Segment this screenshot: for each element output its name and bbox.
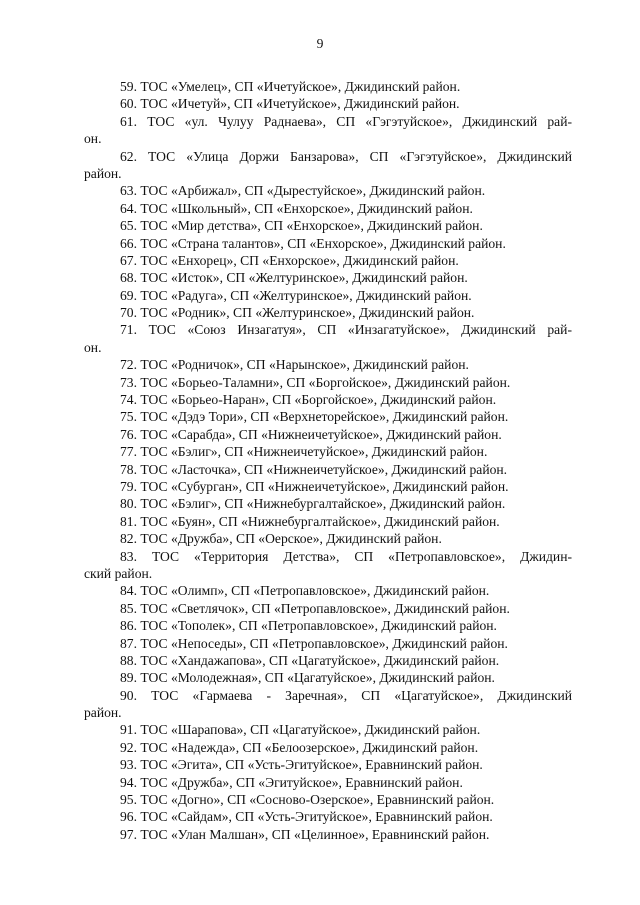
list-item-continuation: он. xyxy=(84,339,102,355)
list-item: 80. ТОС «Бэлиг», СП «Нижнебургалтайское», Джидинский район. xyxy=(120,496,506,512)
list-item: 90. ТОС «Гармаева - Заречная», СП «Цагатуйское», Джидинский xyxy=(120,687,572,703)
list-item-continuation: район. xyxy=(84,165,122,181)
list-item: 64. ТОС «Школьный», СП «Енхорское», Джидинский район. xyxy=(120,200,473,216)
list-item: 66. ТОС «Страна талантов», СП «Енхорское», Джидинский район. xyxy=(120,235,506,251)
list-item: 60. ТОС «Ичетуй», СП «Ичетуйское», Джидинский район. xyxy=(120,96,460,112)
organization-list xyxy=(84,78,572,843)
list-item: 97. ТОС «Улан Малшан», СП «Целинное», Еравнинский район. xyxy=(120,826,490,842)
list-item-continuation: ский район. xyxy=(84,565,153,581)
list-item: 95. ТОС «Догно», СП «Сосново-Озерское», Еравнинский район. xyxy=(120,792,495,808)
list-item: 92. ТОС «Надежда», СП «Белоозерское», Джидинский район. xyxy=(120,739,479,755)
list-item: 61. ТОС «ул. Чулуу Раднаева», СП «Гэгэтуйское», Джидинский рай- xyxy=(120,113,572,129)
list-item: 77. ТОС «Бэлиг», СП «Нижнеичетуйское», Джидинский район. xyxy=(120,444,488,460)
list-item: 74. ТОС «Борьео-Наран», СП «Боргойское», Джидинский район. xyxy=(120,392,497,408)
list-item: 94. ТОС «Дружба», СП «Эгитуйское», Еравнинский район. xyxy=(120,774,463,790)
page-number: 9 xyxy=(316,36,324,51)
list-item: 65. ТОС «Мир детства», СП «Енхорское», Джидинский район. xyxy=(120,218,483,234)
list-item: 91. ТОС «Шарапова», СП «Цагатуйское», Джидинский район. xyxy=(120,722,481,738)
list-item: 68. ТОС «Исток», СП «Желтуринское», Джидинский район. xyxy=(120,270,468,286)
list-item: 67. ТОС «Енхорец», СП «Енхорское», Джидинский район. xyxy=(120,252,459,268)
list-item: 96. ТОС «Сайдам», СП «Усть-Эгитуйское», Еравнинский район. xyxy=(120,809,493,825)
list-item: 63. ТОС «Арбижал», СП «Дырестуйское», Джидинский район. xyxy=(120,183,486,199)
list-item: 86. ТОС «Тополек», СП «Петропавловское», Джидинский район. xyxy=(120,618,497,634)
list-item: 73. ТОС «Борьео-Таламни», СП «Боргойское», Джидинский район. xyxy=(120,374,511,390)
list-item: 84. ТОС «Олимп», СП «Петропавловское», Джидинский район. xyxy=(120,583,490,599)
list-item: 59. ТОС «Умелец», СП «Ичетуйское», Джидинский район. xyxy=(120,79,461,94)
list-item-continuation: район. xyxy=(84,705,122,721)
list-item: 72. ТОС «Родничок», СП «Нарынское», Джидинский район. xyxy=(120,357,469,373)
list-item: 71. ТОС «Союз Инзагатуя», СП «Инзагатуйское», Джидинский рай- xyxy=(120,322,572,338)
list-item: 79. ТОС «Субурган», СП «Нижнеичетуйское», Джидинский район. xyxy=(120,478,509,494)
list-item: 83. ТОС «Территория Детства», СП «Петропавловское», Джидин- xyxy=(120,548,572,564)
list-item: 87. ТОС «Непоседы», СП «Петропавловское», Джидинский район. xyxy=(120,635,508,651)
list-item: 81. ТОС «Буян», СП «Нижнебургалтайское», Джидинский район. xyxy=(120,513,500,529)
list-item: 69. ТОС «Радуга», СП «Желтуринское», Джидинский район. xyxy=(120,287,472,303)
list-item: 93. ТОС «Эгита», СП «Усть-Эгитуйское», Еравнинский район. xyxy=(120,757,483,773)
list-item: 62. ТОС «Улица Доржи Банзарова», СП «Гэгэтуйское», Джидинский xyxy=(120,148,572,164)
list-item: 82. ТОС «Дружба», СП «Оерское», Джидинский район. xyxy=(120,531,442,547)
list-item: 70. ТОС «Родник», СП «Желтуринское», Джидинский район. xyxy=(120,305,475,321)
list-item: 78. ТОС «Ласточка», СП «Нижнеичетуйское», Джидинский район. xyxy=(120,461,508,477)
list-item-continuation: он. xyxy=(84,131,102,147)
list-item: 85. ТОС «Светлячок», СП «Петропавловское», Джидинский район. xyxy=(120,600,510,616)
list-item: 76. ТОС «Сарабда», СП «Нижнеичетуйское», Джидинский район. xyxy=(120,426,502,442)
list-item: 75. ТОС «Дэдэ Тори», СП «Верхнеторейское», Джидинский район. xyxy=(120,409,509,425)
list-item: 89. ТОС «Молодежная», СП «Цагатуйское», Джидинский район. xyxy=(120,670,495,686)
list-item: 88. ТОС «Хандажапова», СП «Цагатуйское», Джидинский район. xyxy=(120,652,500,668)
